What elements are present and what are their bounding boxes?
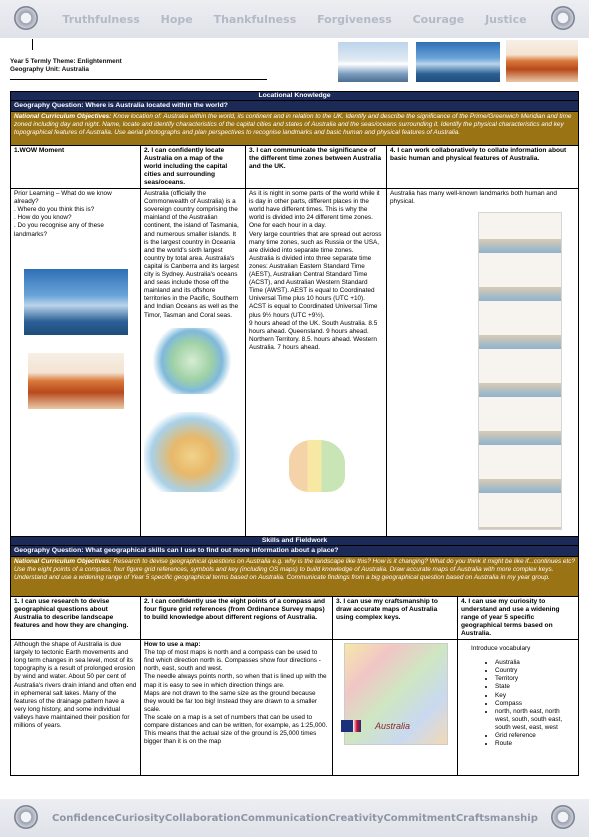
uluru-photo — [28, 353, 124, 409]
value-hope: Hope — [160, 12, 193, 26]
section-title: Locational Knowledge — [11, 92, 579, 101]
prompt-question: . Where do you think this is? — [14, 206, 95, 214]
australia-map-image — [144, 412, 240, 492]
mapping-cell — [333, 640, 458, 776]
harbour-bridge-photo — [24, 269, 128, 335]
vocabulary-item: • Country — [495, 667, 575, 675]
column-heading: 1.WOW Moment — [11, 146, 141, 189]
vocabulary-item: • north, north east, north west, south, south east, south west, east, west — [495, 708, 575, 732]
value-confidence: Confidence — [52, 812, 115, 824]
objectives-text: Research to devise geographical questions on Australia e.g. why is the landscape like this? How is it changing? What do you think it might be like if...continues etc? Use the eight points of a compass, four figure grid references, symbols and key (including OS maps) to build knowledge of Australia. Draw accurate maps of Australia with more complex keys. Understand and use a widening range of Year 5 specific geographical terms based on Australia. Communicate findings from a big geographical question based on Australia in my year group. — [14, 558, 576, 582]
vocabulary-intro: Introduce vocabulary — [471, 645, 531, 653]
header-rule — [10, 79, 267, 80]
geography-question: Geography Question: What geographical skills can I use to find out more information about a place? — [11, 546, 579, 557]
locational-knowledge-table — [10, 91, 579, 542]
time-zone-map — [289, 440, 345, 492]
learning-values-banner — [0, 799, 589, 837]
school-crest-icon — [551, 6, 575, 30]
objectives-label: National Curriculum Objectives: — [14, 113, 112, 121]
vocabulary-item: • State — [495, 683, 575, 691]
vocabulary-item: • Australia — [495, 659, 575, 667]
uluru-photo — [506, 40, 578, 82]
value-communication: Communication — [240, 812, 329, 824]
vocabulary-cell — [458, 640, 579, 776]
landmarks-cell — [387, 189, 579, 542]
column-heading: 1. I can use research to devise geographical questions about Australia to describe landscape features and how they are changing. — [11, 597, 141, 640]
prompt-question: . How do you know? — [14, 214, 72, 222]
value-thankfulness: Thankfulness — [213, 12, 297, 26]
objectives-text: Know location of: Australia within the world, its continent and in relation to the UK. Identify and describe the significance of the Prime/Greenwich Meridian and time zoned including day and night. Name, locate and identify characteristics of the capital cities and states of Australia and the seas/oceans surrounding it. Identify the physical characteristics and key topographical features of Australia. Use aerial photographs and plan perspectives to recognise landmarks and basic human and physical features of Australia. — [14, 113, 572, 137]
time-zones-cell — [246, 189, 387, 542]
map-label: Australia — [375, 721, 411, 732]
value-justice: Justice — [485, 12, 527, 26]
australia-state-map — [344, 643, 448, 745]
objectives-label: National Curriculum Objectives: — [14, 558, 112, 566]
world-map-image — [148, 328, 236, 394]
vocabulary-item: • Key — [495, 692, 575, 700]
landmarks-collage — [478, 212, 562, 530]
prior-learning-text: Prior Learning – What do we know already? — [14, 190, 112, 206]
value-forgiveness: Forgiveness — [317, 12, 392, 26]
section-title: Skills and Fieldwork — [11, 537, 579, 546]
australia-description: Australia (officially the Commonwealth of Australia) is a sovereign country comprising the mainland of the Australian continent, the island of Tasmania, and numerous smaller islands. It is the largest country in Oceania and the world's sixth largest country by total area. Australia's capital is Canberra and its largest city is Sydney. Australia's oceans and seas include those off the mainland and its offshore territories in the Pacific, Southern and Indian Oceans as well as the Timor, Tasman and Coral seas. — [144, 190, 239, 319]
vocabulary-item: • Compass — [495, 700, 575, 708]
text-cursor — [32, 39, 33, 50]
school-crest-icon — [14, 6, 38, 30]
value-courage: Courage — [412, 12, 465, 26]
vocabulary-item: • Territory — [495, 675, 575, 683]
value-commitment: Commitment — [383, 812, 456, 824]
school-crest-icon — [14, 805, 38, 829]
geography-unit: Geography Unit: Australia — [10, 66, 89, 73]
curriculum-objectives — [11, 112, 579, 146]
school-crest-icon — [551, 805, 575, 829]
australian-flag-icon — [341, 720, 361, 732]
sydney-opera-house-photo — [338, 42, 408, 82]
value-creativity: Creativity — [328, 812, 384, 824]
wow-moment-cell — [11, 189, 141, 542]
vocabulary-list — [461, 659, 575, 748]
landmarks-text: Australia has many well-known landmarks both human and physical. — [390, 190, 557, 206]
termly-theme: Year 5 Termly Theme: Enlightenment — [10, 58, 122, 65]
value-collaboration: Collaboration — [164, 812, 241, 824]
value-craftsmanship: Craftsmanship — [455, 812, 538, 824]
landscape-text: Although the shape of Australia is due largely to tectonic Earth movements and long term changes in sea level, most of its topography is a result of prolonged erosion by wind and water. About 50 per cent of Australia's rivers drain inland and often end in ephemeral salt lakes. Many of the features of the drainage pattern have a very long history, and some individual valleys have maintained their position for millions of years. — [14, 641, 137, 730]
compass-cell — [141, 640, 333, 776]
time-zones-text: As it is night in some parts of the world while it is day in other parts, different places in the world have different times. This is why the world is divided into 24 different time zones. One for each hour in a day. Very large countries that are spread out across many time zones, such as Russia or the USA, are divided into separate time zones. Australia is divided into three separate time zones: Australian Eastern Standard Time (AEST), Australian Central Standard Time (ACST), and Australian Western Standard Time (AWST). AEST is equal to Coordinated Universal Time plus 10 hours (UTC +10). ACST is equal to Coordinated Universal Time plus 9½ hours (UTC +9½). 9 hours ahead of the UK. South Australia. 8.5 hours ahead. Queensland. 9 hours ahead. Northern Territory. 8.5. hours ahead. Western Australia. 7 hours ahead. — [249, 190, 382, 351]
prompt-question: . Do you recognise any of these landmarks? — [14, 222, 104, 238]
column-heading: 3. I can communicate the significance of the different time zones between Australia and the UK. — [246, 146, 387, 189]
column-heading: 2. I can confidently use the eight points of a compass and four figure grid references (from Ordinance Survey maps) to build knowledge about different regions of Australia. — [141, 597, 333, 640]
vocabulary-item: • Route — [495, 740, 575, 748]
column-heading: 4. I can use my curiosity to understand and use a widening range of year 5 specific geographical terms based on Australia. — [458, 597, 579, 640]
curriculum-objectives — [11, 557, 579, 597]
location-cell — [141, 189, 246, 542]
school-values-banner — [0, 0, 589, 38]
column-heading: 3. I can use my craftsmanship to draw accurate maps of Australia using complex keys. — [333, 597, 458, 640]
landscape-cell — [11, 640, 141, 776]
geography-question: Geography Question: Where is Australia located within the world? — [11, 101, 579, 112]
column-heading: 4. I can work collaboratively to collate information about basic human and physical features of Australia. — [387, 146, 579, 189]
skills-fieldwork-table — [10, 536, 579, 776]
harbour-bridge-photo — [416, 42, 500, 82]
value-curiosity: Curiosity — [114, 812, 165, 824]
value-truthfulness: Truthfulness — [62, 12, 140, 26]
column-heading: 2. I can confidently locate Australia on a map of the world including the capital cities and surrounding seas/oceans. — [141, 146, 246, 189]
map-guide-title: How to use a map: — [144, 641, 201, 649]
vocabulary-item: • Grid reference — [495, 732, 575, 740]
map-guide-text: The top of most maps is north and a compass can be used to find which direction north is. Compasses show four directions - north, east, south and west. The needle always points north, so when that is lined up with the map it is easy to see in which direction things are. Maps are not drawn to the same size as the ground because they would be far too big! Instead they are drawn to a smaller scale. The scale on a map is a set of numbers that can be used to compare distances and can be written, for example, as 1:25,000. This means that the actual size of the ground is 25,000 times bigger than it is on the map — [144, 649, 328, 746]
